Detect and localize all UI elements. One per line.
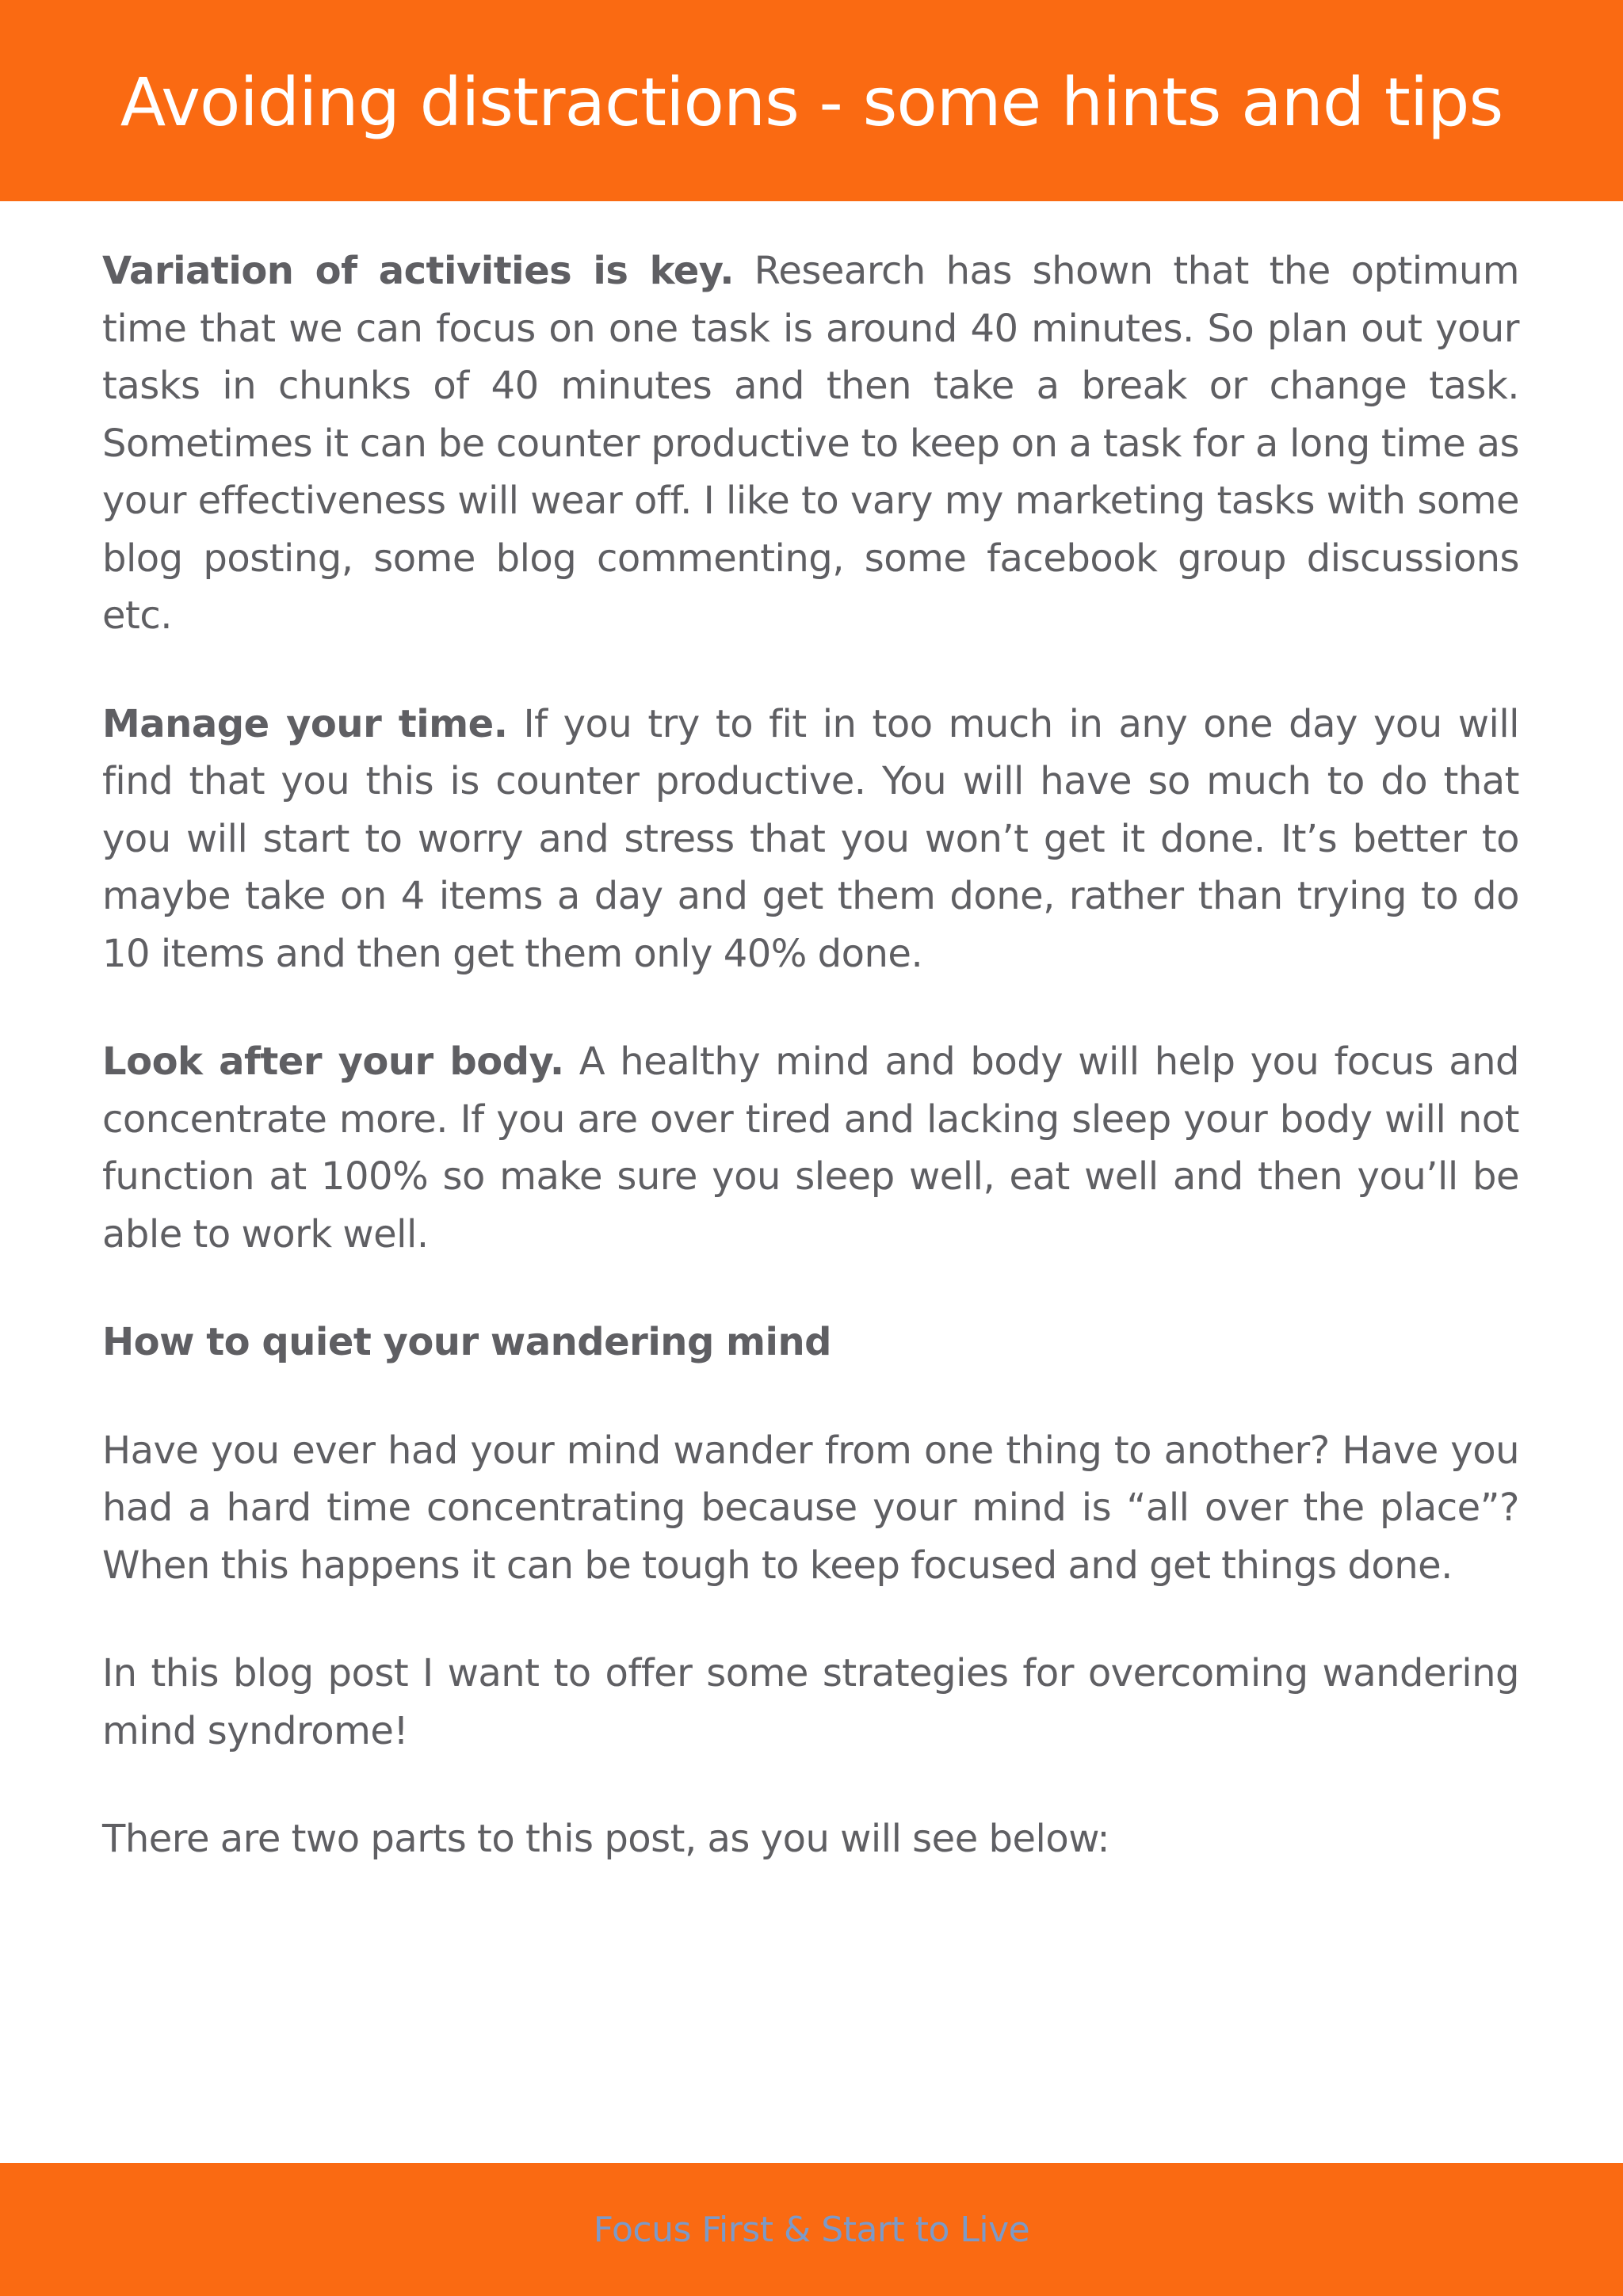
paragraph-manage-time — [102, 696, 1519, 983]
page-header — [0, 0, 1623, 201]
paragraph-lead: Variation of activities is key. — [102, 249, 734, 293]
paragraph-text: A healthy mind and body will help you focus and concentrate more. If you are over tired and lacking sleep your body will not function at 100% so make sure you sleep well, eat well and then you’ll be able to work well. — [102, 1039, 1519, 1257]
paragraph-body-care — [102, 1033, 1519, 1263]
paragraph-text: Research has shown that the optimum time that we can focus on one task is around 40 minutes. So plan out your tasks in chunks of 40 minutes and then take a break or change task. Sometimes it can be counter productive to keep on a task for a long time as your effectiveness will wear off. I like to vary my marketing tasks with some blog posting, some blog commenting, some facebook group discussions etc. — [102, 249, 1519, 638]
paragraph-strategies: In this blog post I want to offer some strategies for overcoming wandering mind syndrome! — [102, 1651, 1519, 1753]
paragraph-lead: Manage your time. — [102, 701, 508, 746]
paragraph-wandering-mind: Have you ever had your mind wander from one thing to another? Have you had a hard time concentrating because your mind is “all over the place”? When this happens it can be tough to keep focused and get things done. — [102, 1428, 1519, 1588]
footer-text: Focus First & Start to Live — [593, 2209, 1030, 2250]
paragraph-text: If you try to fit in too much in any one day you will find that you this is counter productive. You will have so much to do that you will start to worry and stress that you won’t get it done. It’s better to maybe take on 4 items a day and get them done, rather than trying to do 10 items and then get them only 40% done. — [102, 701, 1519, 976]
paragraph-two-parts: There are two parts to this post, as you will see below: — [102, 1817, 1109, 1861]
page-title: Avoiding distractions - some hints and tips — [120, 63, 1503, 141]
page-footer — [0, 2163, 1623, 2296]
paragraph-variation — [102, 242, 1519, 645]
article-body — [102, 242, 1519, 1919]
section-heading: How to quiet your wandering mind — [102, 1320, 832, 1364]
paragraph-lead: Look after your body. — [102, 1039, 564, 1084]
